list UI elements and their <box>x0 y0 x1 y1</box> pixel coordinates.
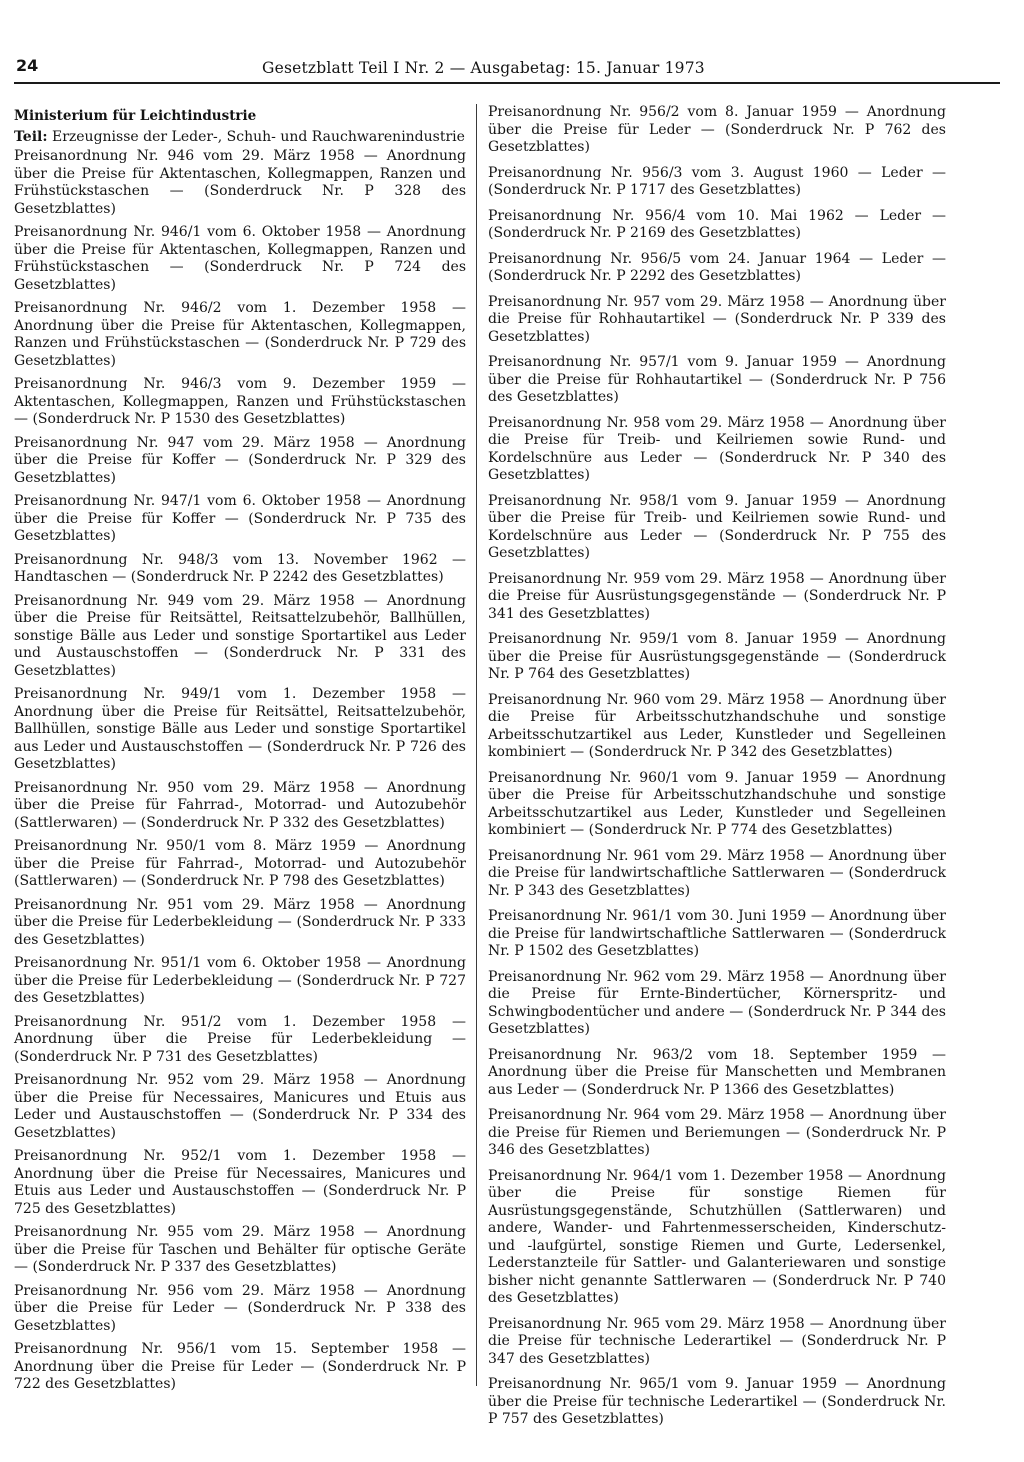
list-item: Preisanordnung Nr. 960/1 vom 9. Januar 1959 — Anordnung über die Preise für Arbeitsschutzhandschuhe und sonstige Arbeitsschutzartikel aus Leder, Kunstleder und Segelleinen kombiniert — (Sonderdruck Nr. P 774 des Gesetzblattes) <box>488 769 946 838</box>
list-item: Preisanordnung Nr. 947/1 vom 6. Oktober 1958 — Anordnung über die Preise für Koffer — (Sonderdruck Nr. P 735 des Gesetzblattes) <box>14 493 466 544</box>
list-item: Preisanordnung Nr. 949 vom 29. März 1958 — Anordnung über die Preise für Reitsättel, Reitsattelzubehör, Ballhüllen, sonstige Bälle aus Leder und sonstige Sportartikel aus Leder und Austauschstoffen — (Sonderdruck Nr. P 331 des Gesetzblattes) <box>14 592 466 679</box>
section-title: Ministerium für Leichtindustrie <box>14 108 257 124</box>
list-item: Preisanordnung Nr. 948/3 vom 13. November 1962 — Handtaschen — (Sonderdruck Nr. P 2242 des Gesetzblattes) <box>14 551 466 585</box>
list-item: Preisanordnung Nr. 956/5 vom 24. Januar 1964 — Leder — (Sonderdruck Nr. P 2292 des Gesetzblattes) <box>488 250 946 284</box>
list-item: Preisanordnung Nr. 956/3 vom 3. August 1960 — Leder — (Sonderdruck Nr. P 1717 des Gesetzblattes) <box>488 164 946 198</box>
list-item: Preisanordnung Nr. 951/1 vom 6. Oktober 1958 — Anordnung über die Preise für Lederbekleidung — (Sonderdruck Nr. P 727 des Gesetzblattes) <box>14 955 466 1006</box>
list-item: Preisanordnung Nr. 964/1 vom 1. Dezember 1958 — Anordnung über die Preise für sonstige Riemen für Ausrüstungsgegenstände, Schutzhüllen (Sattlerwaren) und andere, Wander- und Fahrtenmesserscheiden, Kinderschutz- und -laufgürtel, sonstige Riemen und Gurte, Ledersenkel, Lederstanzteile für Sattler- und Galanteriewaren und sonstige bisher nicht genannte Sattlerwaren — (Sonderdruck Nr. P 740 des Gesetzblattes) <box>488 1167 946 1306</box>
right-column <box>488 104 946 1437</box>
list-item: Preisanordnung Nr. 956 vom 29. März 1958 — Anordnung über die Preise für Leder — (Sonderdruck Nr. P 338 des Gesetzblattes) <box>14 1282 466 1334</box>
list-item: Preisanordnung Nr. 965/1 vom 9. Januar 1959 — Anordnung über die Preise für technische Lederartikel — (Sonderdruck Nr. P 757 des Gesetzblattes) <box>488 1376 946 1427</box>
running-head: Gesetzblatt Teil I Nr. 2 — Ausgabetag: 15. Januar 1973 <box>262 59 705 77</box>
list-item: Preisanordnung Nr. 946/1 vom 6. Oktober 1958 — Anordnung über die Preise für Aktentaschen, Kollegmappen, Ranzen und Frühstückstaschen — (Sonderdruck Nr. P 724 des Gesetzblattes) <box>14 224 466 293</box>
list-item: Preisanordnung Nr. 956/2 vom 8. Januar 1959 — Anordnung über die Preise für Leder — (Sonderdruck Nr. P 762 des Gesetzblattes) <box>488 104 946 155</box>
list-item: Preisanordnung Nr. 959 vom 29. März 1958 — Anordnung über die Preise für Ausrüstungsgegenstände — (Sonderdruck Nr. P 341 des Gesetzblattes) <box>488 570 946 622</box>
teil-label: Teil: <box>14 128 48 145</box>
list-item: Preisanordnung Nr. 952/1 vom 1. Dezember 1958 — Anordnung über die Preise für Necessaires, Manicures und Etuis aus Leder und Austauschstoffen — (Sonderdruck Nr. P 725 des Gesetzblattes) <box>14 1148 466 1217</box>
list-item: Preisanordnung Nr. 957/1 vom 9. Januar 1959 — Anordnung über die Preise für Rohhautartikel — (Sonderdruck Nr. P 756 des Gesetzblattes) <box>488 354 946 405</box>
list-item: Preisanordnung Nr. 960 vom 29. März 1958 — Anordnung über die Preise für Arbeitsschutzhandschuhe und sonstige Arbeitsschutzartikel aus Leder, Kunstleder und Segelleinen kombiniert — (Sonderdruck Nr. P 342 des Gesetzblattes) <box>488 691 946 760</box>
list-item: Preisanordnung Nr. 949/1 vom 1. Dezember 1958 — Anordnung über die Preise für Reitsättel, Reitsattelzubehör, Ballhüllen, sonstige Bälle aus Leder und sonstige Sportartikel aus Leder und Austauschstoffen — (Sonderdruck Nr. P 726 des Gesetzblattes) <box>14 686 466 772</box>
list-item: Preisanordnung Nr. 963/2 vom 18. September 1959 — Anordnung über die Preise für Manschetten und Membranen aus Leder — (Sonderdruck Nr. P 1366 des Gesetzblattes) <box>488 1046 946 1098</box>
list-item: Preisanordnung Nr. 952 vom 29. März 1958 — Anordnung über die Preise für Necessaires, Manicures und Etuis aus Leder und Austauschstoffen — (Sonderdruck Nr. P 334 des Gesetzblattes) <box>14 1072 466 1141</box>
list-item: Preisanordnung Nr. 946 vom 29. März 1958 — Anordnung über die Preise für Aktentaschen, Kollegmappen, Ranzen und Frühstückstaschen — (Sonderdruck Nr. P 328 des Gesetzblattes) <box>14 148 466 217</box>
list-item: Preisanordnung Nr. 958 vom 29. März 1958 — Anordnung über die Preise für Treib- und Keilriemen sowie Rund- und Kordelschnüre aus Leder — (Sonderdruck Nr. P 340 des Gesetzblattes) <box>488 414 946 483</box>
list-item: Preisanordnung Nr. 961 vom 29. März 1958 — Anordnung über die Preise für landwirtschaftliche Sattlerwaren — (Sonderdruck Nr. P 343 des Gesetzblattes) <box>488 847 946 899</box>
list-item: Preisanordnung Nr. 961/1 vom 30. Juni 1959 — Anordnung über die Preise für landwirtschaftliche Sattlerwaren — (Sonderdruck Nr. P 1502 des Gesetzblattes) <box>488 908 946 959</box>
list-item: Preisanordnung Nr. 950 vom 29. März 1958 — Anordnung über die Preise für Fahrrad-, Motorrad- und Autozubehör (Sattlerwaren) — (Sonderdruck Nr. P 332 des Gesetzblattes) <box>14 779 466 831</box>
list-item: Preisanordnung Nr. 956/1 vom 15. September 1958 — Anordnung über die Preise für Leder — (Sonderdruck Nr. P 722 des Gesetzblattes) <box>14 1341 466 1392</box>
list-item: Preisanordnung Nr. 946/3 vom 9. Dezember 1959 — Aktentaschen, Kollegmappen, Ranzen und Frühstückstaschen — (Sonderdruck Nr. P 1530 des Gesetzblattes) <box>14 376 466 427</box>
list-item: Preisanordnung Nr. 959/1 vom 8. Januar 1959 — Anordnung über die Preise für Ausrüstungsgegenstände — (Sonderdruck Nr. P 764 des Gesetzblattes) <box>488 631 946 682</box>
left-entry-list <box>14 148 466 1394</box>
page-number: 24 <box>16 56 39 75</box>
list-item: Preisanordnung Nr. 950/1 vom 8. März 1959 — Anordnung über die Preise für Fahrrad-, Motorrad- und Autozubehör (Sattlerwaren) — (Sonderdruck Nr. P 798 des Gesetzblattes) <box>14 838 466 889</box>
left-column <box>14 108 466 1400</box>
teil-text: Erzeugnisse der Leder-, Schuh- und Rauchwarenindustrie <box>51 128 465 145</box>
list-item: Preisanordnung Nr. 955 vom 29. März 1958 — Anordnung über die Preise für Taschen und Behälter für optische Geräte — (Sonderdruck Nr. P 337 des Gesetzblattes) <box>14 1224 466 1275</box>
list-item: Preisanordnung Nr. 957 vom 29. März 1958 — Anordnung über die Preise für Rohhautartikel — (Sonderdruck Nr. P 339 des Gesetzblattes) <box>488 293 946 345</box>
list-item: Preisanordnung Nr. 962 vom 29. März 1958 — Anordnung über die Preise für Ernte-Bindertücher, Körnerspritz- und Schwingbodentücher und andere — (Sonderdruck Nr. P 344 des Gesetzblattes) <box>488 968 946 1037</box>
right-entry-list <box>488 104 946 1429</box>
list-item: Preisanordnung Nr. 947 vom 29. März 1958 — Anordnung über die Preise für Koffer — (Sonderdruck Nr. P 329 des Gesetzblattes) <box>14 434 466 486</box>
list-item: Preisanordnung Nr. 946/2 vom 1. Dezember 1958 — Anordnung über die Preise für Aktentaschen, Kollegmappen, Ranzen und Frühstückstaschen — (Sonderdruck Nr. P 729 des Gesetzblattes) <box>14 300 466 369</box>
column-divider <box>476 104 477 1386</box>
header-rule <box>14 82 1000 84</box>
list-item: Preisanordnung Nr. 951/2 vom 1. Dezember 1958 — Anordnung über die Preise für Lederbekleidung — (Sonderdruck Nr. P 731 des Gesetzblattes) <box>14 1013 466 1065</box>
section-subtitle <box>14 129 466 147</box>
list-item: Preisanordnung Nr. 958/1 vom 9. Januar 1959 — Anordnung über die Preise für Treib- und Keilriemen sowie Rund- und Kordelschnüre aus Leder — (Sonderdruck Nr. P 755 des Gesetzblattes) <box>488 492 946 561</box>
list-item: Preisanordnung Nr. 956/4 vom 10. Mai 1962 — Leder — (Sonderdruck Nr. P 2169 des Gesetzblattes) <box>488 207 946 241</box>
list-item: Preisanordnung Nr. 965 vom 29. März 1958 — Anordnung über die Preise für technische Lederartikel — (Sonderdruck Nr. P 347 des Gesetzblattes) <box>488 1315 946 1367</box>
list-item: Preisanordnung Nr. 951 vom 29. März 1958 — Anordnung über die Preise für Lederbekleidung — (Sonderdruck Nr. P 333 des Gesetzblattes) <box>14 896 466 948</box>
list-item: Preisanordnung Nr. 964 vom 29. März 1958 — Anordnung über die Preise für Riemen und Beriemungen — (Sonderdruck Nr. P 346 des Gesetzblattes) <box>488 1107 946 1158</box>
